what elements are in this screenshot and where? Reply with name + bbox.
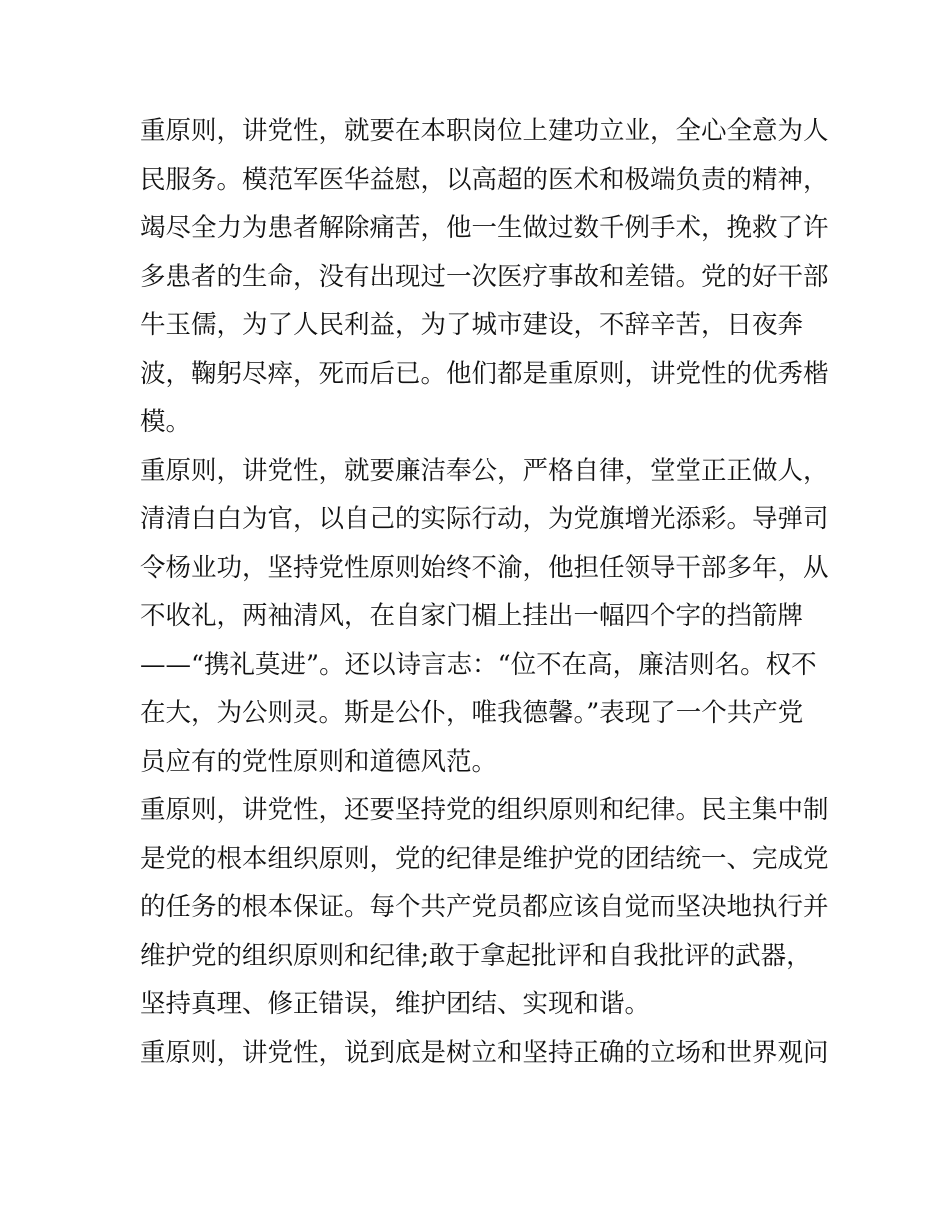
text-line: ——“携礼莫进”。还以诗言志：“位不在高，廉洁则名。权不 (140, 649, 817, 680)
text-line: 重原则，讲党性，还要坚持党的组织原则和纪律。民主集中制 (140, 795, 829, 825)
text-line: 重原则，讲党性，说到底是树立和坚持正确的立场和世界观问 (140, 1037, 829, 1068)
text-line: 令杨业功，坚持党性原则始终不渝，他担任领导干部多年，从 (140, 552, 829, 583)
document-body (140, 107, 829, 1077)
text-line: 波，鞠躬尽瘁，死而后已。他们都是重原则，讲党性的优秀楷 (140, 358, 829, 389)
text-line: 不收礼，两袖清风，在自家门楣上挂出一幅四个字的挡箭牌 (140, 601, 804, 631)
text-line: 维护党的组织原则和纪律;敢于拿起批评和自我批评的武器， (140, 940, 812, 971)
text-line: 牛玉儒，为了人民利益，为了城市建设，不辞辛苦，日夜奔 (140, 310, 804, 340)
text-line: 模。 (140, 407, 192, 437)
text-line: 多患者的生命，没有出现过一次医疗事故和差错。党的好干部 (140, 261, 829, 292)
text-line: 重原则，讲党性，就要在本职岗位上建功立业，全心全意为人 (140, 116, 829, 146)
text-line: 竭尽全力为患者解除痛苦，他一生做过数千例手术，挽救了许 (140, 213, 829, 243)
text-line: 清清白白为官，以自己的实际行动，为党旗增光添彩。导弹司 (140, 504, 829, 534)
text-line: 在大，为公则灵。斯是公仆，唯我德馨。”表现了一个共产党 (140, 698, 804, 728)
text-line: 民服务。模范军医华益慰，以高超的医术和极端负责的精神， (140, 164, 829, 195)
text-line: 是党的根本组织原则，党的纪律是维护党的团结统一、完成党 (140, 843, 829, 874)
text-line: 重原则，讲党性，就要廉洁奉公，严格自律，堂堂正正做人， (140, 455, 829, 486)
text-line: 员应有的党性原则和道德风范。 (140, 746, 498, 777)
text-line: 坚持真理、修正错误，维护团结、实现和谐。 (140, 989, 651, 1019)
text-line: 的任务的根本保证。每个共产党员都应该自觉而坚决地执行并 (140, 892, 829, 922)
